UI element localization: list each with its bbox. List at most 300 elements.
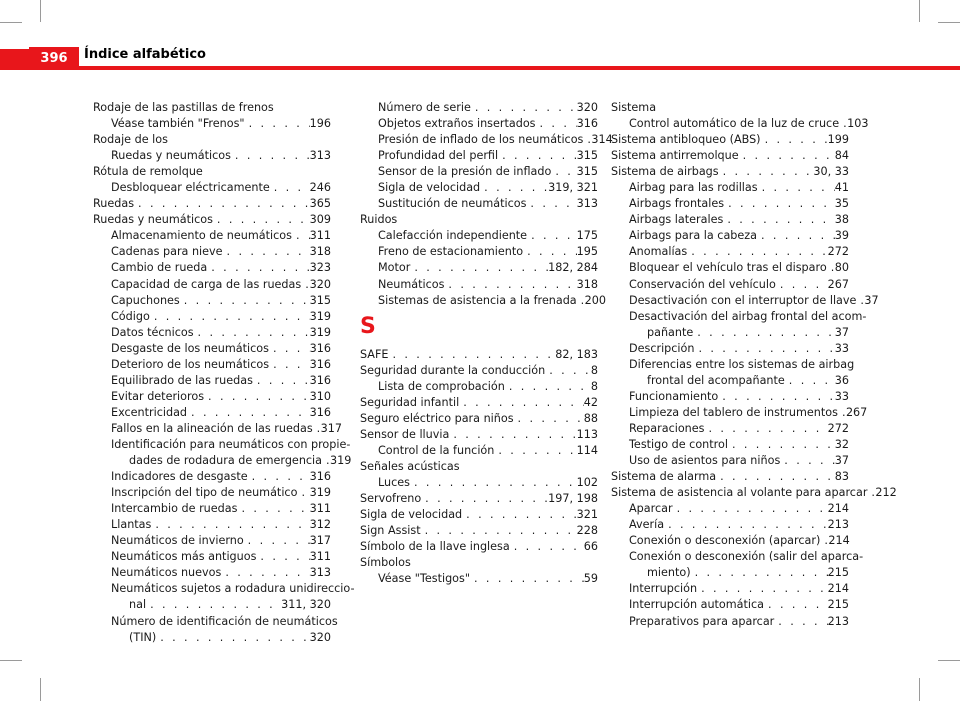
dot-leader xyxy=(421,523,577,539)
dot-leader xyxy=(134,196,310,212)
crop-mark xyxy=(919,0,920,22)
index-entry-term: Sistema de asistencia al volante para aparcar xyxy=(611,486,868,500)
dot-leader xyxy=(664,517,828,533)
index-entry-term: Conexión o desconexión (salir del aparca- xyxy=(629,550,864,564)
index-entry-page: 200 xyxy=(584,293,607,307)
index-entry-term: Servofreno xyxy=(360,492,422,506)
index-entry xyxy=(360,180,598,196)
index-entry-term: Interrupción automática xyxy=(629,598,765,612)
index-entry xyxy=(360,427,598,443)
index-entry xyxy=(93,277,331,293)
index-entry-page: 42 xyxy=(583,395,598,409)
index-entry-page: 319 xyxy=(309,309,331,323)
index-entry-page: 33 xyxy=(834,341,849,355)
dot-leader xyxy=(757,228,835,244)
index-entry-page: 311 xyxy=(309,550,331,564)
index-entry-page: 102 xyxy=(576,475,598,489)
index-entry-page: 212 xyxy=(875,486,897,500)
index-entry xyxy=(360,148,598,164)
dot-leader xyxy=(213,212,310,228)
index-entry-term: Motor xyxy=(378,261,411,275)
index-entry xyxy=(611,421,849,437)
crop-mark xyxy=(0,22,22,23)
dot-leader xyxy=(297,485,309,501)
index-entry xyxy=(360,196,598,212)
index-entry-term: Uso de asientos para niños xyxy=(629,454,781,468)
index-entry-term: Equilibrado de las ruedas xyxy=(111,373,253,387)
dot-leader xyxy=(204,389,310,405)
index-entry xyxy=(360,132,613,148)
dot-leader xyxy=(728,437,835,453)
index-entry xyxy=(611,228,849,244)
index-entry xyxy=(611,309,867,325)
index-entry-term: Cadenas para nieve xyxy=(111,245,223,259)
index-entry xyxy=(611,244,849,260)
index-entry-page: 196 xyxy=(309,117,331,131)
dot-leader xyxy=(526,196,576,212)
index-entry-term: dades de rodadura de emergencia xyxy=(129,454,323,468)
dot-leader xyxy=(820,533,828,549)
index-entry-page: 321 xyxy=(576,508,598,522)
index-entry-page: 318 xyxy=(576,277,598,291)
index-entry-term: Calefacción independiente xyxy=(378,229,528,243)
index-entry xyxy=(93,341,331,357)
index-entry xyxy=(93,293,331,309)
index-entry-term: Control automático de la luz de cruce xyxy=(629,117,840,131)
index-entry xyxy=(360,411,598,427)
index-entry-page: 83 xyxy=(834,470,849,484)
dot-leader xyxy=(245,116,310,132)
dot-leader xyxy=(498,148,577,164)
index-entry-term: Rótula de remolque xyxy=(93,165,203,179)
index-entry xyxy=(93,501,331,517)
index-entry xyxy=(611,597,849,613)
index-entry-page: 214 xyxy=(828,534,850,548)
dot-leader xyxy=(207,260,309,276)
index-entry-term: Fallos en la alineación de las ruedas xyxy=(111,421,313,435)
dot-leader xyxy=(527,228,577,244)
dot-leader xyxy=(292,228,310,244)
index-entry-page: 319 xyxy=(309,486,331,500)
index-entry xyxy=(93,132,331,148)
index-entry-term: Sistema antibloqueo (ABS) xyxy=(611,133,761,147)
dot-leader xyxy=(856,293,864,309)
index-column-3 xyxy=(611,100,897,630)
index-entry-term: Símbolo de la llave inglesa xyxy=(360,540,510,554)
dot-leader xyxy=(470,571,584,587)
index-entry-term: Sistema de alarma xyxy=(611,470,717,484)
index-entry-term: Diferencias entre los sistemas de airbag xyxy=(629,357,855,371)
index-entry-term: Funcionamiento xyxy=(629,389,719,403)
dot-leader xyxy=(764,597,828,613)
index-entry xyxy=(93,148,331,164)
dot-leader xyxy=(480,180,548,196)
index-entry-page: 316 xyxy=(309,405,331,419)
crop-mark xyxy=(40,678,41,701)
index-entry xyxy=(93,244,331,260)
index-entry xyxy=(360,491,598,507)
index-entry xyxy=(360,347,598,363)
index-entry-page: 213 xyxy=(827,518,849,532)
dot-leader xyxy=(867,485,875,501)
index-entry-term: frontal del acompañante xyxy=(647,373,785,387)
index-entry-page: 82, 183 xyxy=(555,347,598,361)
index-entry-term: Excentricidad xyxy=(111,405,188,419)
index-entry xyxy=(611,196,849,212)
index-entry-term: Neumáticos más antiguos xyxy=(111,550,257,564)
index-entry xyxy=(611,260,849,276)
index-entry-term: Seguridad infantil xyxy=(360,395,460,409)
dot-leader xyxy=(269,357,310,373)
index-entry xyxy=(93,212,331,228)
dot-leader xyxy=(694,341,834,357)
dot-leader xyxy=(577,293,585,309)
index-entry-page: 313 xyxy=(309,149,331,163)
index-entry-term: Desbloquear eléctricamente xyxy=(111,181,270,195)
index-entry-page: 175 xyxy=(576,229,598,243)
index-entry-term: miento) xyxy=(647,566,691,580)
index-entry-page: 267 xyxy=(827,277,849,291)
index-entry xyxy=(611,581,849,597)
index-entry-page: 316 xyxy=(576,117,598,131)
index-entry-page: 182, 284 xyxy=(548,261,598,275)
index-entry-term: Airbags frontales xyxy=(629,197,725,211)
index-entry-term: Rodaje de los xyxy=(93,133,168,147)
index-entry xyxy=(611,614,849,630)
index-entry xyxy=(611,565,849,581)
index-entry xyxy=(360,212,598,228)
index-entry-page: 33 xyxy=(834,389,849,403)
index-entry-page: 199 xyxy=(827,133,849,147)
index-entry-term: Bloquear el vehículo tras el disparo xyxy=(629,261,827,275)
index-entry xyxy=(611,501,849,517)
index-entry-page: 309 xyxy=(309,213,331,227)
index-entry-page: 267 xyxy=(845,405,868,419)
index-entry-term: Interrupción xyxy=(629,582,698,596)
index-entry-term: pañante xyxy=(647,325,694,339)
index-entry-term: Limpieza del tablero de instrumentos xyxy=(629,405,838,419)
index-entry xyxy=(611,132,849,148)
dot-leader xyxy=(739,148,835,164)
index-entry-page: 195 xyxy=(576,245,598,259)
dot-leader xyxy=(514,411,584,427)
index-entry-term: Sign Assist xyxy=(360,524,421,538)
index-entry-page: 310 xyxy=(309,389,331,403)
index-entry-page: 30, 33 xyxy=(813,165,849,179)
index-entry-term: Freno de estacionamiento xyxy=(378,245,524,259)
index-entry xyxy=(93,549,331,565)
index-entry-page: 316 xyxy=(309,341,331,355)
index-entry-term: Airbag para las rodillas xyxy=(629,181,758,195)
index-entry xyxy=(360,164,598,180)
dot-leader xyxy=(223,244,310,260)
dot-leader xyxy=(774,614,827,630)
index-entry xyxy=(360,277,598,293)
dot-leader xyxy=(410,475,577,491)
index-entry-page: 103 xyxy=(847,117,869,131)
dot-leader xyxy=(231,148,310,164)
dot-leader xyxy=(761,132,828,148)
page-number: 396 xyxy=(40,51,68,66)
index-entry xyxy=(93,100,331,116)
index-entry xyxy=(360,228,598,244)
index-entry xyxy=(611,533,849,549)
index-entry xyxy=(360,507,598,523)
index-entry-page: 213 xyxy=(827,614,849,628)
dot-leader xyxy=(180,293,310,309)
index-entry xyxy=(93,597,331,613)
index-entry-term: Sistema xyxy=(611,101,657,114)
index-entry-page: 228 xyxy=(576,524,598,538)
index-entry-term: Símbolos xyxy=(360,556,411,570)
dot-leader xyxy=(551,164,576,180)
index-entry xyxy=(93,164,331,180)
dot-leader xyxy=(156,630,309,646)
index-entry-page: 272 xyxy=(827,245,849,259)
crop-mark xyxy=(0,660,22,661)
index-entry-page: 319, 321 xyxy=(548,181,598,195)
dot-leader xyxy=(673,501,828,517)
index-entry-term: Neumáticos xyxy=(378,277,445,291)
index-entry-page: 113 xyxy=(576,427,598,441)
index-entry-term: Sustitución de neumáticos xyxy=(378,197,527,211)
index-entry-page: 272 xyxy=(827,421,849,435)
index-group-s xyxy=(360,347,598,588)
index-entry-term: Sensor de lluvia xyxy=(360,427,450,441)
index-entry xyxy=(611,116,869,132)
index-entry-term: Intercambio de ruedas xyxy=(111,502,238,516)
index-entry xyxy=(93,228,331,244)
index-entry-page: 88 xyxy=(583,411,598,425)
dot-leader xyxy=(510,539,584,555)
index-entry-page: 319 xyxy=(309,325,331,339)
dot-leader xyxy=(270,180,310,196)
dot-leader xyxy=(313,421,321,437)
dot-leader xyxy=(256,549,309,565)
index-entry-page: 59 xyxy=(583,572,598,586)
dot-leader xyxy=(536,116,577,132)
index-entry-page: 214 xyxy=(827,502,849,516)
index-entry-page: 311 xyxy=(309,502,331,516)
index-entry xyxy=(360,100,598,116)
index-entry-term: Presión de inflado de los neumáticos xyxy=(378,133,584,147)
dot-leader xyxy=(523,244,577,260)
index-entry xyxy=(611,469,849,485)
index-entry-term: Profundidad del perfil xyxy=(378,149,499,163)
dot-leader xyxy=(388,347,555,363)
index-entry-term: Rodaje de las pastillas de frenos xyxy=(93,101,274,114)
index-entry xyxy=(611,277,849,293)
index-entry-term: SAFE xyxy=(360,347,389,361)
index-entry xyxy=(93,565,331,581)
index-entry-term: Control de la función xyxy=(378,443,495,457)
index-entry-term: Identificación para neumáticos con propie- xyxy=(111,437,351,451)
index-entry xyxy=(93,389,331,405)
index-entry xyxy=(93,116,331,132)
index-entry-page: 315 xyxy=(309,293,331,307)
index-entry-term: Anomalías xyxy=(629,245,688,259)
index-entry-term: Reparaciones xyxy=(629,421,705,435)
index-entry xyxy=(360,459,598,475)
index-entry-page: 316 xyxy=(309,373,331,387)
index-entry-page: 114 xyxy=(576,443,598,457)
header-title-area xyxy=(79,47,960,66)
index-entry-term: Véase también "Frenos" xyxy=(111,117,245,131)
dot-leader xyxy=(839,116,847,132)
dot-leader xyxy=(758,180,835,196)
index-entry-page: 37 xyxy=(834,454,849,468)
dot-leader xyxy=(723,212,834,228)
index-entry xyxy=(611,453,849,469)
index-entry-term: Ruidos xyxy=(360,213,398,227)
crop-mark xyxy=(40,0,41,22)
index-entry-term: Luces xyxy=(378,475,410,489)
index-entry xyxy=(611,389,849,405)
index-entry-page: 315 xyxy=(576,149,598,163)
dot-leader xyxy=(221,565,309,581)
index-entry xyxy=(611,100,849,116)
index-entry-term: Seguridad durante la conducción xyxy=(360,363,546,377)
index-entry xyxy=(93,421,343,437)
index-entry-page: 311 xyxy=(309,229,331,243)
index-entry-page: 317 xyxy=(320,421,343,435)
index-entry-page: 314 xyxy=(591,133,613,147)
index-entry-page: 316 xyxy=(309,470,331,484)
index-entry xyxy=(611,341,849,357)
index-entry-term: Preparativos para aparcar xyxy=(629,614,775,628)
index-entry xyxy=(93,469,331,485)
index-entry-term: Neumáticos nuevos xyxy=(111,566,222,580)
index-entry-term: Inscripción del tipo de neumático xyxy=(111,486,298,500)
index-column-2 xyxy=(360,100,613,587)
index-entry-term: Deterioro de los neumáticos xyxy=(111,357,270,371)
index-entry xyxy=(360,293,607,309)
dot-leader xyxy=(718,389,834,405)
dot-leader xyxy=(459,395,584,411)
index-entry-page: 318 xyxy=(309,245,331,259)
index-column-1 xyxy=(93,100,355,646)
index-entry-page: 197, 198 xyxy=(548,492,598,506)
dot-leader xyxy=(462,507,576,523)
dot-leader xyxy=(301,277,309,293)
index-entry xyxy=(360,475,598,491)
dot-leader xyxy=(471,100,577,116)
index-entry-term: Capuchones xyxy=(111,293,180,307)
index-entry-term: Neumáticos sujetos a rodadura unidireccio- xyxy=(111,582,355,596)
index-entry-term: Número de serie xyxy=(378,101,471,114)
index-entry-page: 311, 320 xyxy=(281,598,331,612)
index-entry xyxy=(93,373,331,389)
index-entry-term: Sistemas de asistencia a la frenada xyxy=(378,293,577,307)
index-entry-term: Descripción xyxy=(629,341,695,355)
index-entry-term: Testigo de control xyxy=(629,437,728,451)
index-entry-term: nal xyxy=(129,598,147,612)
index-entry xyxy=(93,437,351,453)
index-entry-term: Llantas xyxy=(111,518,152,532)
index-entry-page: 323 xyxy=(309,261,331,275)
index-entry-page: 35 xyxy=(834,197,849,211)
index-entry-page: 37 xyxy=(864,293,879,307)
index-entry-term: Lista de comprobación xyxy=(378,379,505,393)
index-entry xyxy=(93,357,331,373)
index-entry xyxy=(360,260,598,276)
index-entry xyxy=(611,180,849,196)
index-entry-page: 320 xyxy=(309,277,331,291)
index-entry xyxy=(360,539,598,555)
index-entry-term: Capacidad de carga de las ruedas xyxy=(111,277,302,291)
index-entry-term: Neumáticos de invierno xyxy=(111,534,244,548)
index-entry xyxy=(93,453,352,469)
index-entry-term: Sigla de velocidad xyxy=(360,508,463,522)
index-entry-term: Sensor de la presión de inflado xyxy=(378,165,552,179)
index-entry-term: Desactivación del airbag frontal del acom- xyxy=(629,309,867,323)
index-entry xyxy=(360,363,598,379)
index-entry-page: 246 xyxy=(309,181,331,195)
index-entry-page: 41 xyxy=(834,181,849,195)
dot-leader xyxy=(269,341,310,357)
index-entry-term: Sistema de airbags xyxy=(611,165,719,179)
page-title: Índice alfabético xyxy=(84,47,206,62)
index-entry xyxy=(93,260,331,276)
index-entry xyxy=(611,164,849,180)
index-entry xyxy=(93,180,331,196)
dot-leader xyxy=(244,533,310,549)
index-entry-term: Airbags para la cabeza xyxy=(629,229,758,243)
dot-leader xyxy=(583,132,591,148)
index-entry xyxy=(360,571,598,587)
index-entry xyxy=(93,630,331,646)
index-entry xyxy=(611,405,868,421)
index-entry-page: 8 xyxy=(590,379,598,393)
dot-leader xyxy=(838,405,846,421)
index-entry xyxy=(93,196,331,212)
index-entry-page: 317 xyxy=(309,534,331,548)
dot-leader xyxy=(691,565,828,581)
dot-leader xyxy=(687,244,827,260)
index-entry-page: 214 xyxy=(827,582,849,596)
dot-leader xyxy=(146,597,281,613)
dot-leader xyxy=(785,373,835,389)
index-entry-term: Ruedas xyxy=(93,197,135,211)
index-entry xyxy=(93,325,331,341)
dot-leader xyxy=(704,421,827,437)
dot-leader xyxy=(780,453,834,469)
index-entry-term: Desgaste de los neumáticos xyxy=(111,341,269,355)
section-letter: S xyxy=(360,313,376,339)
index-entry-term: Almacenamiento de neumáticos xyxy=(111,229,292,243)
index-entry-term: Número de identificación de neumáticos xyxy=(111,614,338,628)
index-entry-page: 39 xyxy=(834,229,849,243)
index-group-r xyxy=(360,100,613,309)
index-entry xyxy=(611,293,879,309)
index-entry-term: Aparcar xyxy=(629,502,673,516)
index-entry xyxy=(93,581,355,597)
index-entry-page: 80 xyxy=(834,261,849,275)
index-entry xyxy=(611,325,849,341)
index-entry-page: 315 xyxy=(576,165,598,179)
dot-leader xyxy=(410,260,548,276)
dot-leader xyxy=(187,405,310,421)
index-entry xyxy=(93,405,331,421)
dot-leader xyxy=(724,196,835,212)
dot-leader xyxy=(716,469,835,485)
dot-leader xyxy=(545,363,591,379)
index-entry-term: Seguro eléctrico para niños xyxy=(360,411,514,425)
index-entry xyxy=(93,533,331,549)
index-entry xyxy=(611,485,897,501)
dot-leader xyxy=(421,491,548,507)
crop-mark xyxy=(938,22,960,23)
